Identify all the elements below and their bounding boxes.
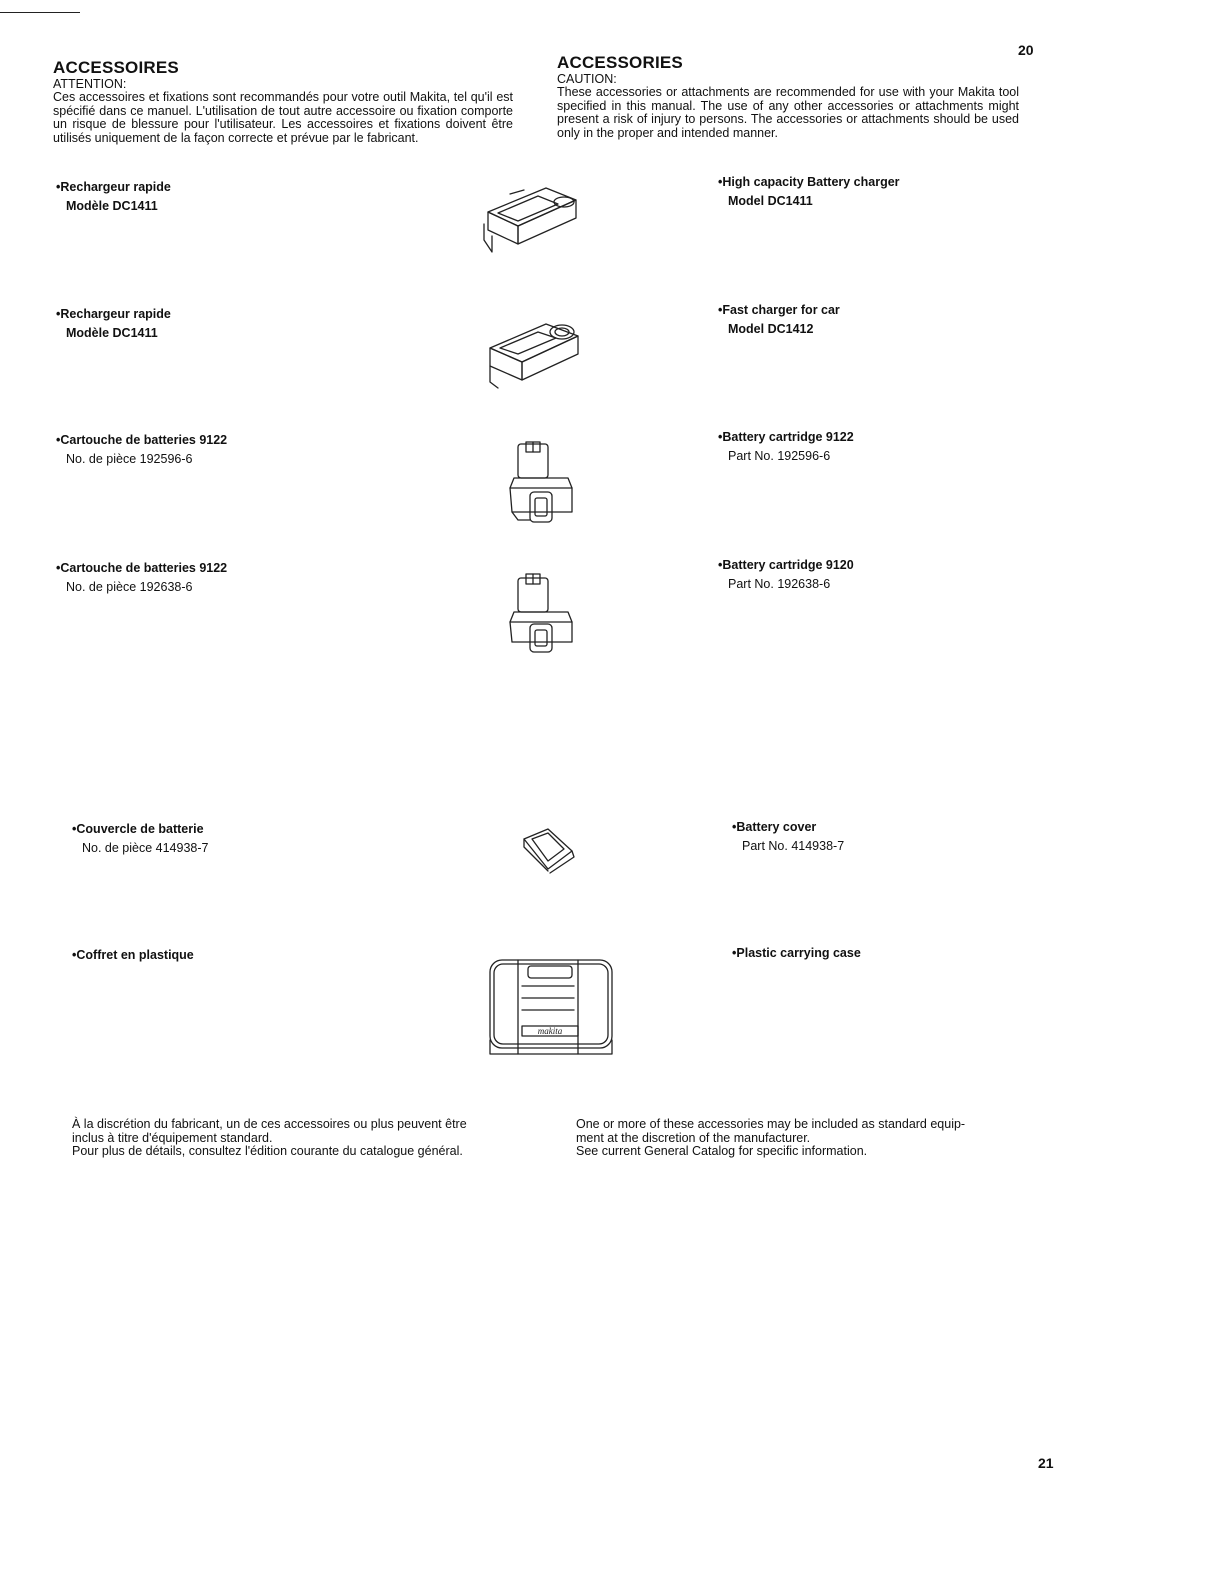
english-heading: ACCESSORIES xyxy=(557,53,683,72)
french-intro: Ces accessoires et fixations sont recommandés pour votre outil Makita, tel qu'il est spécifié dans ce manuel. L'utilisation de tout autre accessoire ou fixation comporte un risque de blessure pour l'utilisateur. Les accessoires et fixations doivent être utilisés uniquement de la façon correcte et prévue par le fabricant. xyxy=(53,90,513,145)
top-rule xyxy=(0,12,80,13)
english-intro: These accessories or attachments are recommended for use with your Makita tool specified in this manual. The use of any other accessories or attachments might present a risk of injury to persons. The accessories or attachments should be used only in the proper and intended manner. xyxy=(557,85,1019,140)
en-item-6 xyxy=(732,944,861,963)
french-footer-line: Pour plus de détails, consultez l'édition courante du catalogue général. xyxy=(72,1144,463,1158)
fr-item-title: Cartouche de batteries 9122 xyxy=(60,561,228,575)
fr-item-title: Rechargeur rapide xyxy=(60,180,171,194)
french-caution-label: ATTENTION: xyxy=(53,77,127,91)
english-caution-label: CAUTION: xyxy=(557,72,617,86)
french-footer-line: inclus à titre d'équipement standard. xyxy=(72,1130,273,1145)
fr-item-2 xyxy=(56,305,171,343)
car-charger-icon xyxy=(482,310,587,392)
en-item-model: Model DC1411 xyxy=(728,194,813,208)
en-item-model: Model DC1412 xyxy=(728,322,814,336)
english-footer-line: ment at the discretion of the manufacturer. xyxy=(576,1130,811,1145)
en-item-1 xyxy=(718,173,900,211)
en-item-3 xyxy=(718,428,854,466)
fr-item-part: No. de pièce 414938-7 xyxy=(82,841,209,855)
french-heading: ACCESSOIRES xyxy=(53,58,179,77)
english-footer xyxy=(576,1118,1046,1159)
fr-item-4 xyxy=(56,559,227,597)
en-item-title: Fast charger for car xyxy=(722,303,840,317)
battery-cartridge-icon xyxy=(506,440,576,525)
bullet: • xyxy=(718,175,723,189)
fr-item-part: No. de pièce 192596-6 xyxy=(66,452,193,466)
en-item-4 xyxy=(718,556,854,594)
bullet: • xyxy=(56,180,61,194)
english-footer-line: See current General Catalog for specific information. xyxy=(576,1144,868,1158)
fr-item-part: No. de pièce 192638-6 xyxy=(66,580,193,594)
bullet: • xyxy=(718,303,723,317)
bullet: • xyxy=(72,822,77,836)
bullet: • xyxy=(56,561,61,575)
french-footer-line: À la discrétion du fabricant, un de ces accessoires ou plus peuvent être xyxy=(72,1117,467,1131)
en-item-part: Part No. 192638-6 xyxy=(728,577,831,591)
bullet: • xyxy=(72,948,77,962)
english-header xyxy=(557,53,1019,140)
fr-item-3 xyxy=(56,431,227,469)
fr-item-title: Coffret en plastique xyxy=(76,948,194,962)
fr-item-model: Modèle DC1411 xyxy=(66,199,158,213)
carrying-case-icon xyxy=(486,950,621,1060)
en-item-part: Part No. 414938-7 xyxy=(742,839,845,853)
bullet: • xyxy=(718,558,723,572)
french-footer xyxy=(72,1118,542,1159)
en-item-5 xyxy=(732,818,844,856)
en-item-title: Battery cartridge 9122 xyxy=(722,430,854,444)
fr-item-model: Modèle DC1411 xyxy=(66,326,158,340)
french-header xyxy=(53,58,513,145)
fr-item-title: Cartouche de batteries 9122 xyxy=(60,433,228,447)
battery-cover-icon xyxy=(518,825,580,875)
bullet: • xyxy=(732,946,737,960)
fr-item-6 xyxy=(72,946,194,965)
en-item-part: Part No. 192596-6 xyxy=(728,449,831,463)
en-item-2 xyxy=(718,301,840,339)
bullet: • xyxy=(732,820,737,834)
en-item-title: Battery cartridge 9120 xyxy=(722,558,854,572)
bullet: • xyxy=(56,307,61,321)
en-item-title: Plastic carrying case xyxy=(736,946,861,960)
battery-charger-icon xyxy=(480,180,585,260)
fr-item-1 xyxy=(56,178,171,216)
fr-item-5 xyxy=(72,820,208,858)
fr-item-title: Couvercle de batterie xyxy=(76,822,204,836)
bullet: • xyxy=(718,430,723,444)
en-item-title: Battery cover xyxy=(736,820,817,834)
page-number-top: 20 xyxy=(1018,42,1034,58)
bullet: • xyxy=(56,433,61,447)
page-number-bottom: 21 xyxy=(1038,1455,1054,1471)
fr-item-title: Rechargeur rapide xyxy=(60,307,171,321)
english-footer-line: One or more of these accessories may be included as standard equip- xyxy=(576,1117,966,1131)
battery-cartridge-icon xyxy=(506,568,576,653)
en-item-title: High capacity Battery charger xyxy=(722,175,900,189)
case-logo: makita xyxy=(537,1026,563,1036)
